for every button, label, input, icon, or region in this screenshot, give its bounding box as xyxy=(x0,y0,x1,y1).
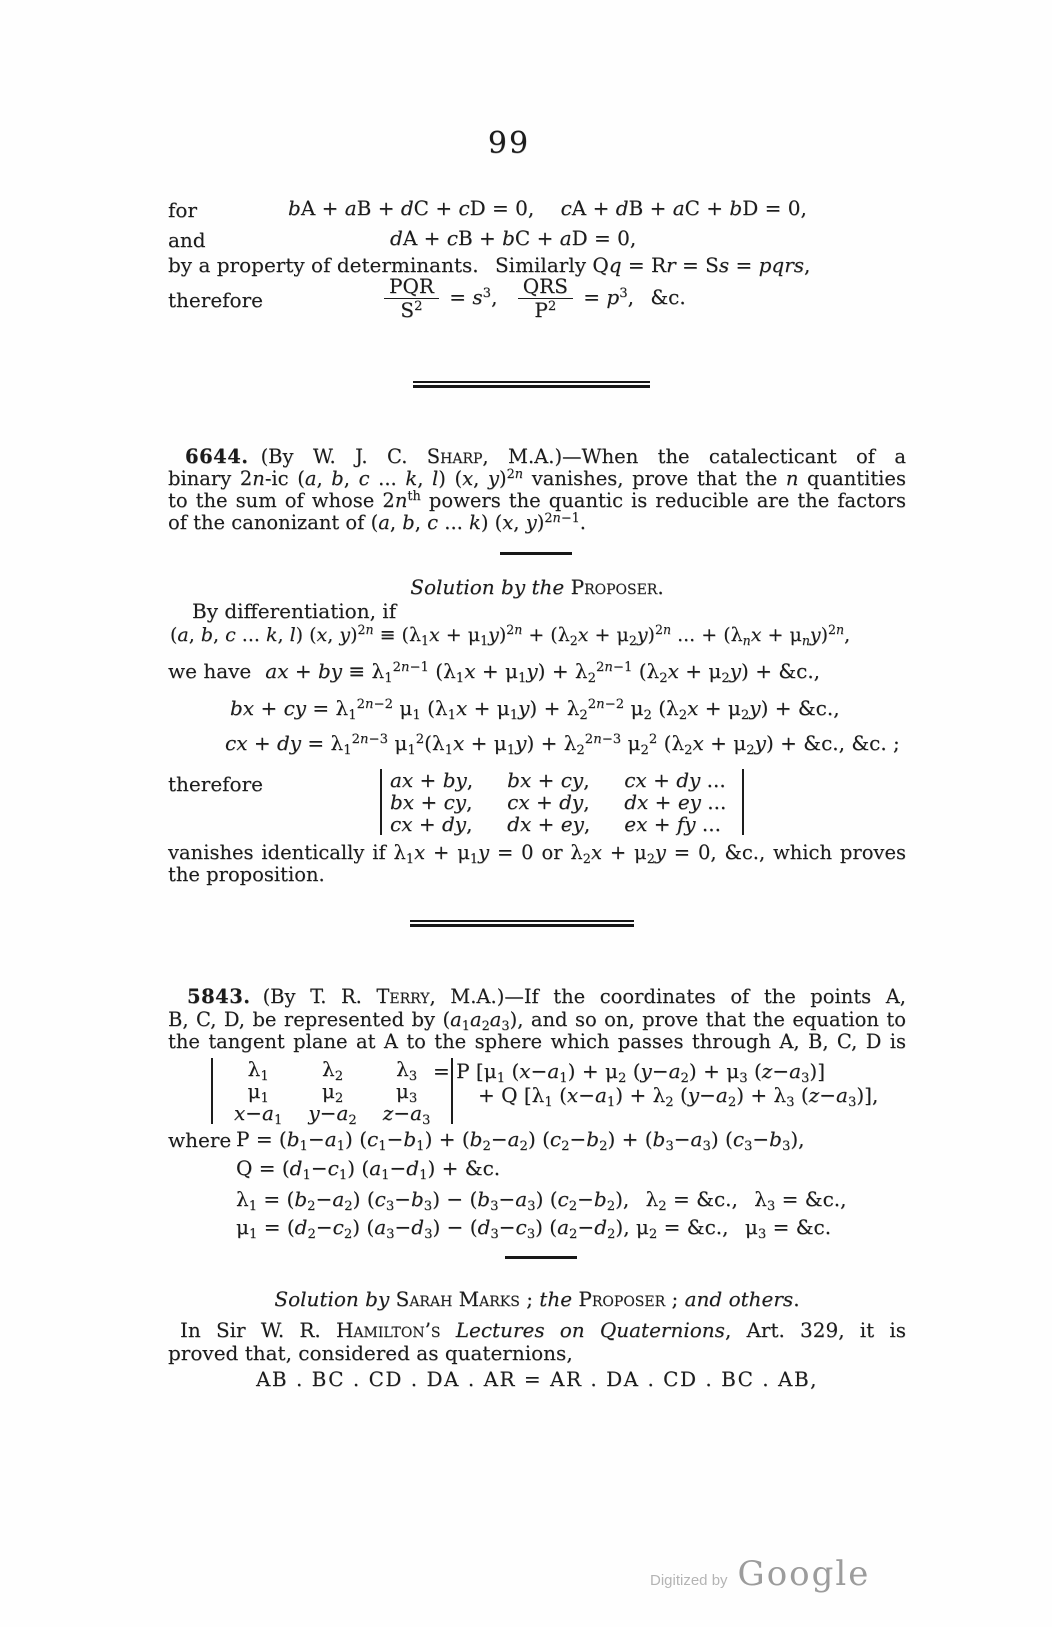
problem-5843-line2: B, C, D, be represented by $(a_1a_2a_3)$, and so on, prove that the equation to xyxy=(168,1008,906,1034)
fraction-numerator: PQR xyxy=(384,276,439,299)
intro-fraction-row xyxy=(380,276,686,321)
intro-line1-equation: bA + aB + dC + cD = 0, cA + dB + aC + bD = 0, xyxy=(288,196,807,220)
therefore-label: therefore xyxy=(168,772,263,796)
intro-therefore-label: therefore xyxy=(168,288,263,312)
det-cell: cx + dy, xyxy=(507,790,590,814)
equation-6644-1: (a, b, c ... k, l) (x, $y)^{2n} \equiv (\lambda_1x + \mu_1y)^{2n} + (\lambda_2x + \mu_2y)^{2n}$ ... + $(\lambda_nx + \mu_ny)^{2n}$, xyxy=(170,622,851,648)
determinant-left-bar xyxy=(211,1058,213,1124)
google-watermark xyxy=(650,1554,870,1594)
fraction1-rhs: = $s^3$, xyxy=(449,285,498,309)
problem-6644-head-text: (By W. J. C. Sharp, M.A.)—When the catalecticant of a xyxy=(260,445,906,468)
fraction-denominator: $P^2$ xyxy=(534,298,557,322)
problem-number: 6644. xyxy=(185,445,249,468)
intro-line2-label: and xyxy=(168,228,206,252)
det-cell: $\lambda_1$ xyxy=(247,1057,269,1084)
fraction2-rhs: = $p^3$, &c. xyxy=(583,285,686,309)
problem-6644-heading xyxy=(168,446,906,468)
det-cell: $\mu_1$ xyxy=(247,1079,269,1106)
det-cell: $y-a_2$ xyxy=(308,1101,357,1128)
intro-line1-label: for xyxy=(168,198,198,222)
det-cell: $\lambda_3$ xyxy=(396,1057,418,1084)
solution-6644-tail1: vanishes identically if $\lambda_1x + \mu_1y = 0$ or $\lambda_2x + \mu_2y = 0$, &c., which proves xyxy=(168,841,906,867)
intro-line3: by a property of determinants. Similarly Qq = Rr = Ss = pqrs, xyxy=(168,253,811,277)
equation-label: we have xyxy=(168,659,252,683)
problem-6644-line2: binary 2n-ic (a, b, c ... k, l) (x, y)$^{2n}$ vanishes, prove that the n quantities xyxy=(168,466,906,490)
google-logo: Google xyxy=(737,1554,871,1594)
solution-5843-heading: Solution by Sarah Marks ; the Proposer ; and others. xyxy=(274,1287,800,1311)
determinant-6644 xyxy=(380,769,744,835)
page-number: 99 xyxy=(487,126,531,161)
det-cell: ex + fy ... xyxy=(624,812,721,836)
digitized-by-text: Digitized by xyxy=(650,1572,728,1589)
det-cell: $\mu_2$ xyxy=(321,1079,344,1106)
det-cell: bx + cy, xyxy=(507,768,590,792)
det-cell: dx + ey ... xyxy=(624,790,727,814)
det-cell: dx + ey, xyxy=(507,812,591,836)
problem-6644-line3: to the sum of whose $2n^{th}$ powers the quantic is reducible are the factors xyxy=(168,488,906,512)
fraction-qrs-over-p2 xyxy=(518,276,573,321)
equation-body: ax + by ≡ $\lambda_1^{2n-1}$ $(\lambda_1x + \mu_1y) + \lambda_2^{2n-1}$ $(\lambda_2x + \mu_2y)$ + &c., xyxy=(265,659,821,686)
determinant-matrix xyxy=(390,769,734,835)
det-cell: $x-a_1$ xyxy=(234,1101,283,1128)
equation-6644-3: bx + cy = $\lambda_1^{2n-2}$ $\mu_1$ $(\lambda_1x + \mu_1y) + \lambda_2^{2n-2}$ $\mu_2$ $(\lambda_2x + \mu_2y)$ + &c., xyxy=(230,696,840,723)
problem-5843-head-text: (By T. R. Terry, M.A.)—If the coordinates of the points A, xyxy=(262,985,906,1008)
problem-number: 5843. xyxy=(187,985,251,1008)
equation-6644-4: cx + dy = $\lambda_1^{2n-3}$ $\mu_1^2(\lambda_1x + \mu_1y) + \lambda_2^{2n-3}$ $\mu_2^2$ $(\lambda_2x + \mu_2y)$ + &c., &c. ; xyxy=(225,731,900,758)
equation-5843-where2: $Q = (d_1-c_1) (a_1-d_1)$ + &c. xyxy=(236,1156,501,1183)
equation-5843-where1: $P = (b_1-a_1) (c_1-b_1) + (b_2-a_2) (c_2-b_2) + (b_3-a_3)$ $(c_3-b_3)$, xyxy=(236,1127,805,1154)
det-cell: $\lambda_2$ xyxy=(322,1057,344,1084)
section-divider-double-2 xyxy=(410,920,634,927)
determinant-left-bar xyxy=(380,769,382,835)
problem-6644-line4: of the canonizant of (a, b, c ... k) (x, y)$^{2n-1}$. xyxy=(168,510,586,534)
solution-6644-tail2: the proposition. xyxy=(168,863,325,886)
equation-5843-where3: $\lambda_1 = (b_2-a_2) (c_3-b_3) - (b_3-a_3)$ $(c_2-b_2)$, $\lambda_2$ = &c., $\lambda_3$ = &c., xyxy=(236,1187,847,1214)
fraction-denominator: $S^2$ xyxy=(400,298,423,322)
determinant-matrix xyxy=(221,1057,443,1128)
solution-6644-intro: By differentiation, if xyxy=(192,599,397,623)
det-cell: cx + dy ... xyxy=(624,768,726,792)
fraction-pqr-over-s2 xyxy=(384,276,439,321)
where-label: where xyxy=(168,1128,232,1152)
determinant-right-bar xyxy=(742,769,744,835)
equation-6644-2 xyxy=(168,659,821,686)
problem-5843-heading xyxy=(168,986,906,1008)
det-cell: ax + by, xyxy=(390,768,474,792)
intro-line2-equation: dA + cB + bC + aD = 0, xyxy=(390,226,637,250)
section-divider-short-1 xyxy=(500,552,572,555)
section-divider-double-1 xyxy=(413,381,650,388)
fraction-numerator: QRS xyxy=(518,276,573,299)
det-cell: $z-a_3$ xyxy=(382,1101,431,1128)
solution-6644-heading: Solution by the Proposer. xyxy=(410,575,664,599)
problem-5843-line3: the tangent plane at A to the sphere which passes through A, B, C, D is xyxy=(168,1030,906,1053)
section-divider-short-2 xyxy=(505,1256,577,1259)
solution-5843-quaternion-equation: AB . BC . CD . DA . AR = AR . DA . CD . BC . AB, xyxy=(255,1367,819,1391)
solution-5843-line1: In Sir W. R. Hamilton’s Lectures on Quaternions, Art. 329, it is xyxy=(180,1318,906,1342)
determinant-5843 xyxy=(211,1057,453,1128)
equation-5843-rhs2: + Q [$\lambda_1$ $(x-a_1) + \lambda_2$ $(y-a_2) + \lambda_3$ $(z-a_3)$], xyxy=(478,1083,879,1110)
equation-5843-rhs1: = P [$\mu_1$ $(x-a_1) + \mu_2$ $(y-a_2) + \mu_3$ $(z-a_3)$] xyxy=(433,1059,826,1086)
solution-5843-line2: proved that, considered as quaternions, xyxy=(168,1341,573,1365)
det-cell: bx + cy, xyxy=(390,790,473,814)
det-cell: cx + dy, xyxy=(390,812,473,836)
det-cell: $\mu_3$ xyxy=(395,1079,418,1106)
equation-5843-where4: $\mu_1 = (d_2-c_2) (a_3-d_3) - (d_3-c_3)$ $(a_2-d_2)$, $\mu_2$ = &c., $\mu_3$ = &c. xyxy=(236,1215,832,1242)
